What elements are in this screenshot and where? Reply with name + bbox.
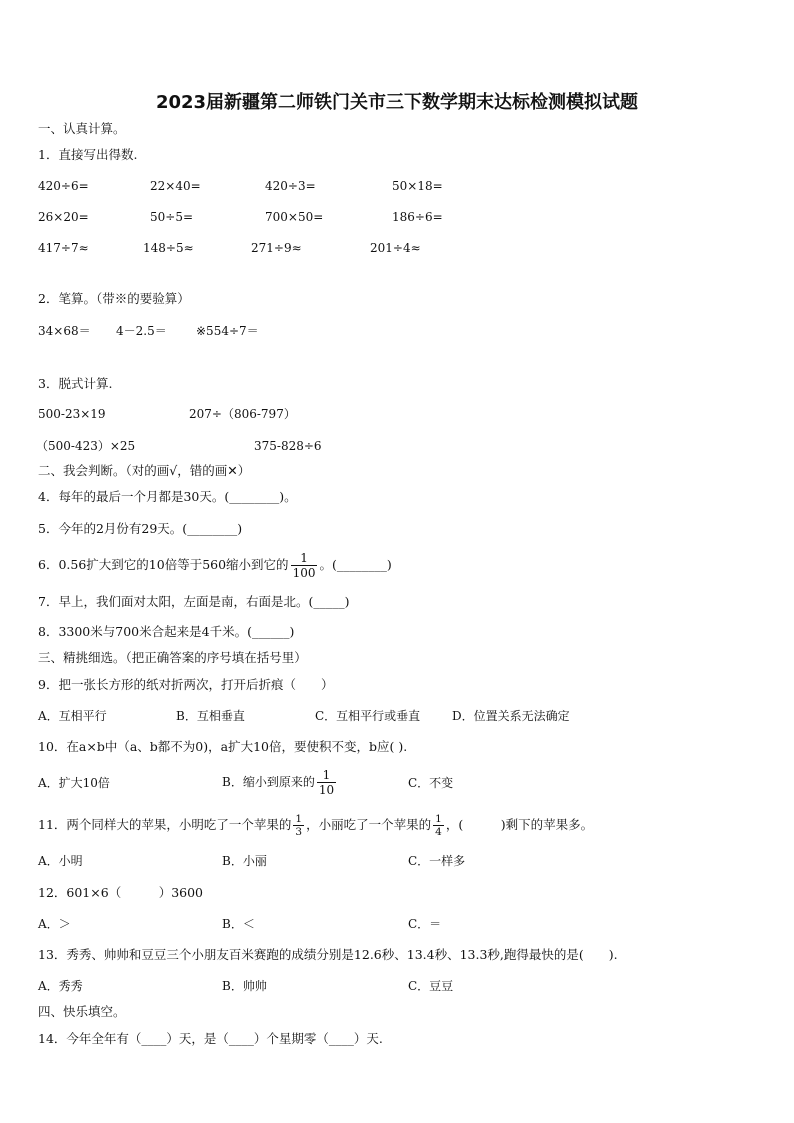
q14-text: 14．今年全年有（____）天，是（____）个星期零（____）天. [38, 1031, 383, 1046]
q6-fraction-denominator: 100 [292, 566, 316, 580]
q1-r2-c3: 700×50= [265, 210, 324, 224]
q2-item-3: ※554÷7＝ [196, 324, 259, 338]
page-title: 2023届新疆第二师铁门关市三下数学期末达标检测模拟试题 [155, 92, 639, 113]
q13-option-b: B．帅帅 [222, 979, 267, 993]
q11-fraction-2-numerator: 1 [435, 813, 442, 825]
q1-r1-c3: 420÷3= [265, 179, 316, 193]
q11-text-3: ，( )剩下的苹果多。 [445, 817, 594, 832]
q12-option-b: B．＜ [222, 917, 255, 931]
q1-r1-c4: 50×18= [392, 179, 443, 193]
q10-option-b [222, 764, 338, 800]
q13-option-a: A．秀秀 [38, 979, 83, 993]
q11-option-c: C．一样多 [408, 854, 466, 868]
q4-text: 4．每年的最后一个月都是30天。(________)。 [38, 489, 297, 504]
q3-title: 3．脱式计算. [38, 376, 113, 391]
q8-text: 8．3300米与700米合起来是4千米。(______) [38, 624, 295, 639]
q10-text: 10．在a×b中（a、b都不为0)，a扩大10倍，要使积不变，b应( ). [38, 739, 408, 754]
q13-option-c: C．豆豆 [408, 979, 454, 993]
section-2-heading: 二、我会判断。（对的画√，错的画✕） [38, 463, 251, 478]
q1-r1-c2: 22×40= [150, 179, 201, 193]
q2-title: 2．笔算。（带※的要验算） [38, 291, 190, 306]
q3-item-3: （500-423）×25 [36, 439, 136, 453]
q12-option-c: C．＝ [408, 917, 442, 931]
q10-fraction-numerator: 1 [317, 768, 336, 783]
q1-r1-c1: 420÷6= [38, 179, 89, 193]
q6-text-after: 。(________) [319, 557, 392, 572]
q5-text: 5．今年的2月份有29天。(________) [38, 521, 243, 536]
q1-r2-c2: 50÷5= [150, 210, 194, 224]
q11-text-2: ，小丽吃了一个苹果的 [306, 817, 432, 832]
q6-text-before: 6．0.56扩大到它的10倍等于560缩小到它的 [38, 557, 289, 572]
q6-fraction-numerator: 1 [291, 551, 318, 566]
q11-option-a: A．小明 [38, 854, 83, 868]
q3-item-1: 500-23×19 [38, 407, 106, 421]
q12-text: 12．601×6（ ）3600 [38, 885, 204, 900]
q6-line [38, 550, 392, 580]
q1-r3-c1: 417÷7≈ [38, 241, 89, 255]
section-1-heading: 一、认真计算。 [38, 121, 126, 136]
q6-fraction [291, 551, 318, 580]
q9-option-a: A．互相平行 [38, 709, 107, 723]
q1-r2-c4: 186÷6= [392, 210, 443, 224]
q9-option-d: D．位置关系无法确定 [452, 709, 570, 723]
q11-fraction-1 [293, 813, 304, 838]
q11-fraction-1-denominator: 3 [295, 826, 303, 838]
q11-option-b: B．小丽 [222, 854, 267, 868]
q9-option-b: B．互相垂直 [176, 709, 245, 723]
q3-item-4: 375-828÷6 [254, 439, 322, 453]
q11-line [38, 811, 593, 839]
q2-item-1: 34×68＝ [38, 324, 91, 338]
q1-r3-c4: 201÷4≈ [370, 241, 421, 255]
q9-option-c: C．互相平行或垂直 [315, 709, 421, 723]
q10-option-b-text: B．缩小到原来的 [222, 775, 315, 789]
q11-fraction-2-denominator: 4 [435, 826, 442, 838]
q1-title: 1．直接写出得数. [38, 147, 138, 162]
q11-fraction-1-numerator: 1 [295, 813, 303, 825]
q3-item-2: 207÷（806-797） [189, 407, 296, 421]
q10-option-a: A．扩大10倍 [38, 776, 110, 790]
section-4-heading: 四、快乐填空。 [38, 1004, 126, 1019]
q1-r3-c2: 148÷5≈ [143, 241, 194, 255]
q10-fraction-denominator: 10 [318, 783, 335, 797]
q10-option-c: C．不变 [408, 776, 454, 790]
q9-text: 9．把一张长方形的纸对折两次，打开后折痕（ ） [38, 677, 334, 692]
q7-text: 7．早上，我们面对太阳，左面是南，右面是北。(_____) [38, 594, 350, 609]
q11-text-1: 11．两个同样大的苹果，小明吃了一个苹果的 [38, 817, 292, 832]
q2-item-2: 4－2.5＝ [116, 324, 167, 338]
q13-text: 13．秀秀、帅帅和豆豆三个小朋友百米赛跑的成绩分别是12.6秒、13.4秒、13.3秒,跑得最快的是( ). [38, 947, 618, 962]
section-3-heading: 三、精挑细选。（把正确答案的序号填在括号里） [38, 650, 307, 665]
q11-fraction-2 [433, 813, 444, 838]
q10-fraction [317, 768, 336, 797]
q1-r2-c1: 26×20= [38, 210, 89, 224]
q12-option-a: A．＞ [38, 917, 71, 931]
q1-r3-c3: 271÷9≈ [251, 241, 302, 255]
